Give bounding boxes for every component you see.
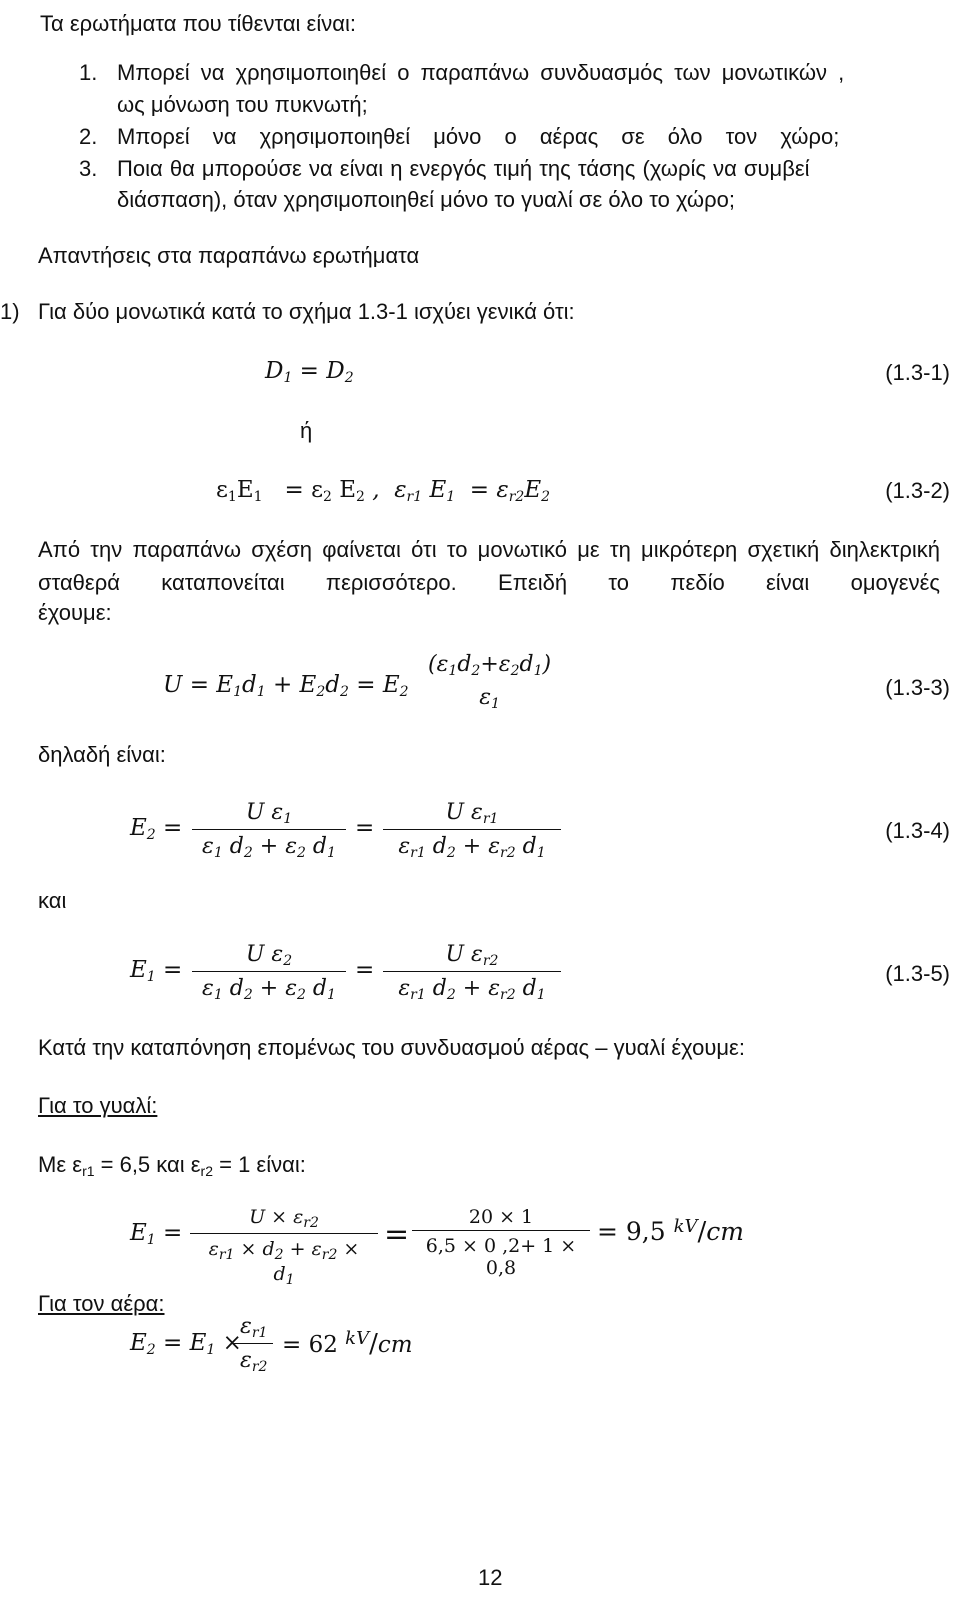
question-3-line2: διάσπαση), όταν χρησιμοποιηθεί μόνο το γυαλί σε όλο το χώρο; [117, 187, 735, 212]
equation-1-3-2: $\varepsilon_1E_1 = \varepsilon_2$ $E_2$ , $\varepsilon_{r1}$ $E_1 = \varepsilon_{r2}E_2$ [216, 477, 551, 505]
glass-calc-fraction-symbolic: $\frac{U \times \varepsilon_{r2}}{\varepsilon_{r1} \times d_2 + \varepsilon_{r2} \times d_1}$ [190, 1206, 378, 1288]
glass-calc-fraction-numeric: $\frac{20 \times 1}{6,5 \times 0 ,2+ 1 \times 0,8}$ [412, 1206, 590, 1279]
equation-number-4: (1.3-4) [885, 818, 950, 843]
question-2-line1: Μπορεί να χρησιμοποιηθεί μόνο ο αέρας σε όλο τον χώρο; [117, 124, 840, 149]
question-1-line1: Μπορεί να χρησιμοποιηθεί ο παραπάνω συνδυασμός των μονωτικών , [117, 60, 845, 85]
answer-1-number: 1) [0, 299, 20, 324]
air-calc-lhs: $E_2 = E_1$ × [130, 1330, 242, 1358]
equation-1-3-4-fraction-2: $\frac{U \varepsilon_{r1}}{\varepsilon_{r1} d_2 + \varepsilon_{r2} d_1}$ [383, 800, 561, 861]
equation-1-3-4-equals: = [355, 815, 375, 841]
question-3-line1: Ποια θα μπορούσε να είναι η ενεργός τιμή της τάσης (χωρίς να συμβεί [117, 156, 810, 181]
equation-1-3-3-lhs: $U = E_1d_1 + E_2d_2 = E_2$ [163, 672, 409, 700]
air-calc-result: = 62 $^{kV}$/cm [282, 1328, 413, 1359]
intro-text: Τα ερωτήματα που τίθενται είναι: [40, 11, 356, 36]
answers-heading: Απαντήσεις στα παραπάνω ερωτήματα [38, 243, 420, 268]
air-heading: Για τον αέρα: [38, 1291, 165, 1316]
question-2-number: 2. [79, 124, 98, 149]
given-values-line: Με $\varepsilon_{r1} = 6,5$ και $\varepsilon_{r2} = 1$ είναι: [38, 1152, 306, 1179]
glass-heading: Για το γυαλί: [38, 1093, 158, 1118]
explanation-paragraph: Από την παραπάνω σχέση φαίνεται ότι το μονωτικό με τη μικρότερη σχετική διηλεκτρική σταθερά καταπονείται περισσότερο. Επειδή το πεδίο είναι ομογενές [38, 537, 940, 595]
and-text: και [38, 888, 67, 913]
question-1-line2: ως μόνωση του πυκνωτή; [117, 92, 368, 117]
stress-combination-text: Κατά την καταπόνηση επομένως του συνδυασμού αέρας – γυαλί έχουμε: [38, 1035, 745, 1060]
equation-1-3-5-fraction-2: $\frac{U \varepsilon_{r2}}{\varepsilon_{r1} d_2 + \varepsilon_{r2} d_1}$ [383, 942, 561, 1003]
equation-number-2: (1.3-2) [885, 478, 950, 503]
glass-calc-equals: = [384, 1217, 410, 1252]
explanation-last-line: έχουμε: [38, 600, 112, 625]
air-calc-fraction: $\frac{\varepsilon_{r1}}{\varepsilon_{r2}}$ [234, 1314, 273, 1375]
equation-1-3-5-equals: = [355, 957, 375, 983]
equation-1-3-4-lhs: $E_2$ = [130, 815, 183, 843]
equation-number-3: (1.3-3) [885, 675, 950, 700]
equation-1-3-1: $D_1 = D_2$ [265, 358, 354, 386]
glass-calc-lhs: $E_1$ = [130, 1220, 183, 1248]
that-is-text: δηλαδή είναι: [38, 742, 166, 767]
equation-number-5: (1.3-5) [885, 961, 950, 986]
equation-1-3-3-fraction: $(\varepsilon_1d_2+\varepsilon_2d_1)$ $\varepsilon_1$ [428, 652, 552, 712]
question-1-number: 1. [79, 60, 98, 85]
or-word: ή [300, 418, 313, 443]
question-3-number: 3. [79, 156, 98, 181]
equation-1-3-5-fraction-1: $\frac{U \varepsilon_2}{\varepsilon_1 d_2 + \varepsilon_2 d_1}$ [192, 942, 346, 1003]
page-number: 12 [478, 1565, 503, 1590]
equation-1-3-5-lhs: $E_1$ = [130, 957, 183, 985]
glass-calc-result: = 9,5 $^{kV}$/cm [597, 1216, 744, 1247]
answer-1-text: Για δύο μονωτικά κατά το σχήμα 1.3-1 ισχύει γενικά ότι: [38, 299, 575, 324]
equation-number-1: (1.3-1) [885, 360, 950, 385]
equation-1-3-4-fraction-1: $\frac{U \varepsilon_1}{\varepsilon_1 d_2 + \varepsilon_2 d_1}$ [192, 800, 346, 861]
